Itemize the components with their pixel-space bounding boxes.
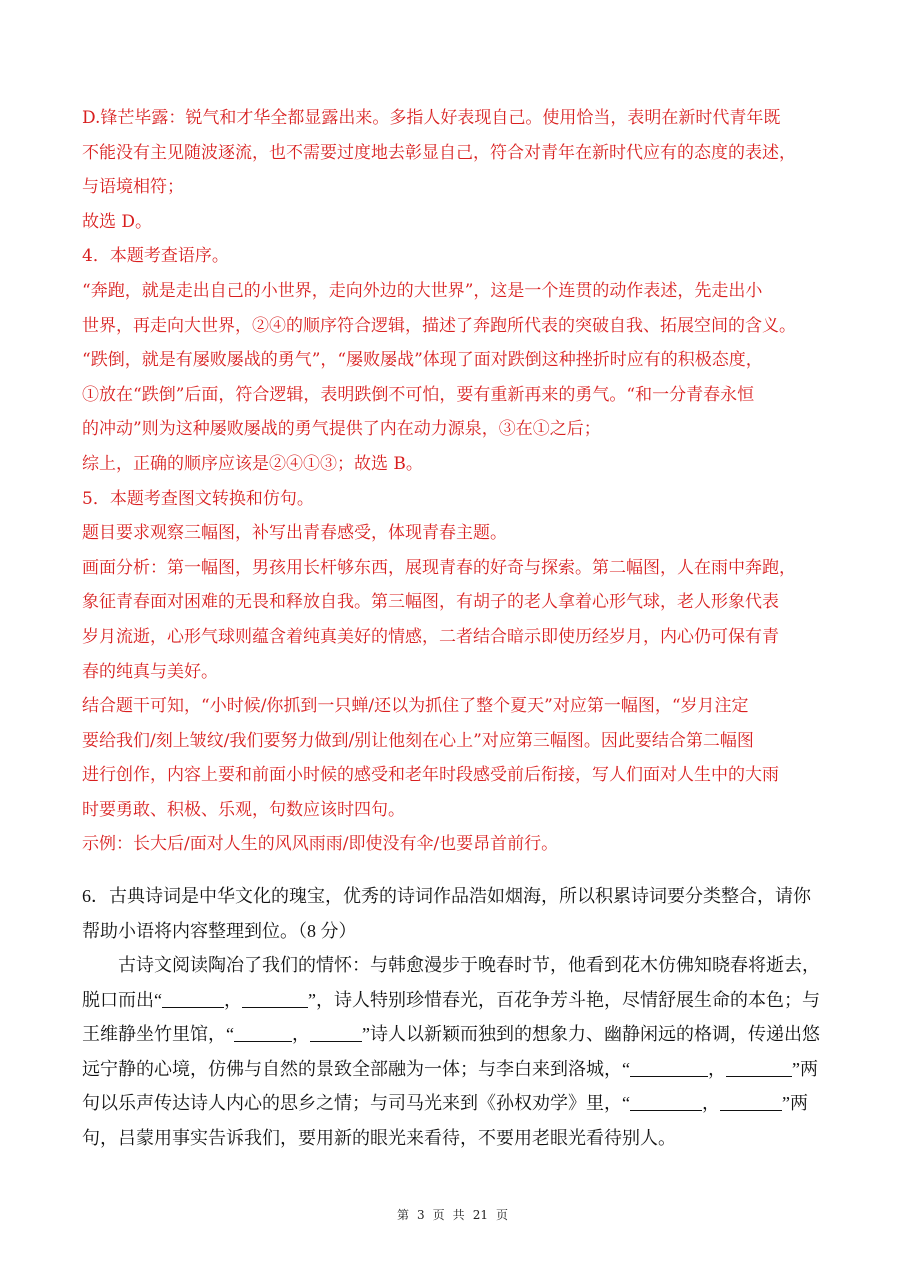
answer-line: 结合题干可知，“小时候/你抓到一只蝉/还以为抓住了整个夏天”对应第一幅图，“岁月注定 — [82, 696, 749, 717]
question-stem: 6．古典诗词是中华文化的瑰宝，优秀的诗词作品浩如烟海，所以积累诗词要分类整合，请你帮助小语将内容整理到位。（8 分） — [82, 886, 811, 941]
passage-text: 古诗文阅读陶冶了我们的情怀：与韩愈漫步于晚春时节，他看到花木仿佛知晓春将逝去，脱口而出“ — [82, 955, 820, 1010]
answer-blank-8[interactable] — [720, 1092, 782, 1111]
comma: ， — [224, 989, 242, 1010]
answer-line: 进行创作，内容上要和前面小时候的感受和老年时段感受前后衔接，写人们面对人生中的大雨 — [82, 765, 779, 786]
answer-blank-5[interactable] — [630, 1058, 708, 1077]
footer-di: 第 — [397, 1208, 410, 1222]
answer-line: ①放在“跌倒”后面，符合逻辑，表明跌倒不可怕，要有重新再来的勇气。“和一分青春永恒 — [82, 384, 755, 405]
answer-line: 的冲动”则为这种屡败屡战的勇气提供了内在动力源泉，③在①之后； — [82, 419, 601, 440]
answer-blank-2[interactable] — [242, 989, 308, 1008]
answer-explanation — [82, 101, 827, 862]
footer-gong: 共 — [452, 1208, 465, 1222]
comma: ， — [702, 1093, 720, 1113]
answer-line: 与语境相符； — [82, 177, 184, 198]
answer-blank-1[interactable] — [162, 989, 224, 1008]
answer-line: 示例：长大后/面对人生的风风雨雨/即使没有伞/也要昂首前行。 — [82, 834, 559, 855]
answer-line: 画面分析：第一幅图，男孩用长杆够东西，展现青春的好奇与探索。第二幅图，人在雨中奔跑， — [82, 557, 796, 578]
question-passage — [82, 948, 827, 1155]
answer-line: 题目要求观察三幅图，补写出青春感受，体现青春主题。 — [82, 523, 507, 544]
answer-line: 5．本题考查图文转换和仿句。 — [82, 488, 314, 509]
passage-text: ”两句，吕蒙用事实告诉我们，要用新的眼光来看待，不要用老眼光看待别人。 — [82, 1093, 808, 1148]
answer-line: “奔跑，就是走出自己的小世界，走向外边的大世界”，这是一个连贯的动作表述，先走出小 — [82, 280, 763, 301]
answer-line: 综上，正确的顺序应该是②④①③；故选 B。 — [82, 453, 423, 474]
answer-line: “跌倒，就是有屡败屡战的勇气”，“屡败屡战”体现了面对跌倒这种挫折时应有的积极态度， — [82, 350, 763, 371]
answer-blank-3[interactable] — [234, 1023, 292, 1042]
answer-line: 象征青春面对困难的无畏和释放自我。第三幅图，有胡子的老人拿着心形气球，老人形象代表 — [82, 592, 779, 613]
answer-line: 时要勇敢、积极、乐观，句数应该时四句。 — [82, 799, 405, 820]
answer-line: 不能没有主见随波逐流，也不需要过度地去彰显自己，符合对青年在新时代应有的态度的表述， — [82, 142, 796, 163]
answer-blank-4[interactable] — [310, 1023, 362, 1042]
answer-line: 岁月流逝，心形气球则蕴含着纯真美好的情感，二者结合暗示即使历经岁月，内心仍可保有青 — [82, 626, 779, 647]
footer-ye: 页 — [495, 1208, 508, 1222]
answer-blank-7[interactable] — [630, 1092, 702, 1111]
answer-line: 故选 D。 — [82, 211, 153, 232]
page-footer — [0, 1206, 905, 1223]
footer-total-pages: 21 — [472, 1208, 488, 1222]
passage-text: ”诗人以新颖而独到的想象力、幽静闲远的格调，传递出悠远宁静的心境，仿佛与自然的景致全部融为一体；与李白来到洛城，“ — [82, 1024, 820, 1079]
answer-line: 4．本题考查语序。 — [82, 246, 229, 267]
question-6 — [82, 879, 827, 1155]
answer-line: 春的纯真与美好。 — [82, 661, 218, 682]
passage-text: ”两句以乐声传达诗人内心的思乡之情；与司马光来到《孙权劝学》里，“ — [82, 1058, 818, 1113]
comma: ， — [292, 1024, 310, 1044]
passage-text: ”，诗人特别珍惜春光，百花争芳斗艳，尽情舒展生命的本色；与王维静坐竹里馆，“ — [82, 989, 820, 1044]
comma: ， — [708, 1058, 726, 1079]
footer-ye: 页 — [432, 1208, 445, 1222]
footer-page-number: 3 — [417, 1208, 425, 1222]
answer-line: D.锋芒毕露：锐气和才华全都显露出来。多指人好表现自己。使用恰当，表明在新时代青年既 — [82, 108, 781, 128]
answer-line: 世界，再走向大世界，②④的顺序符合逻辑，描述了奔跑所代表的突破自我、拓展空间的含义。 — [82, 315, 796, 336]
answer-blank-6[interactable] — [726, 1058, 792, 1077]
answer-line: 要给我们/刻上皱纹/我们要努力做到/别让他刻在心上”对应第三幅图。因此要结合第二幅图 — [82, 730, 754, 751]
